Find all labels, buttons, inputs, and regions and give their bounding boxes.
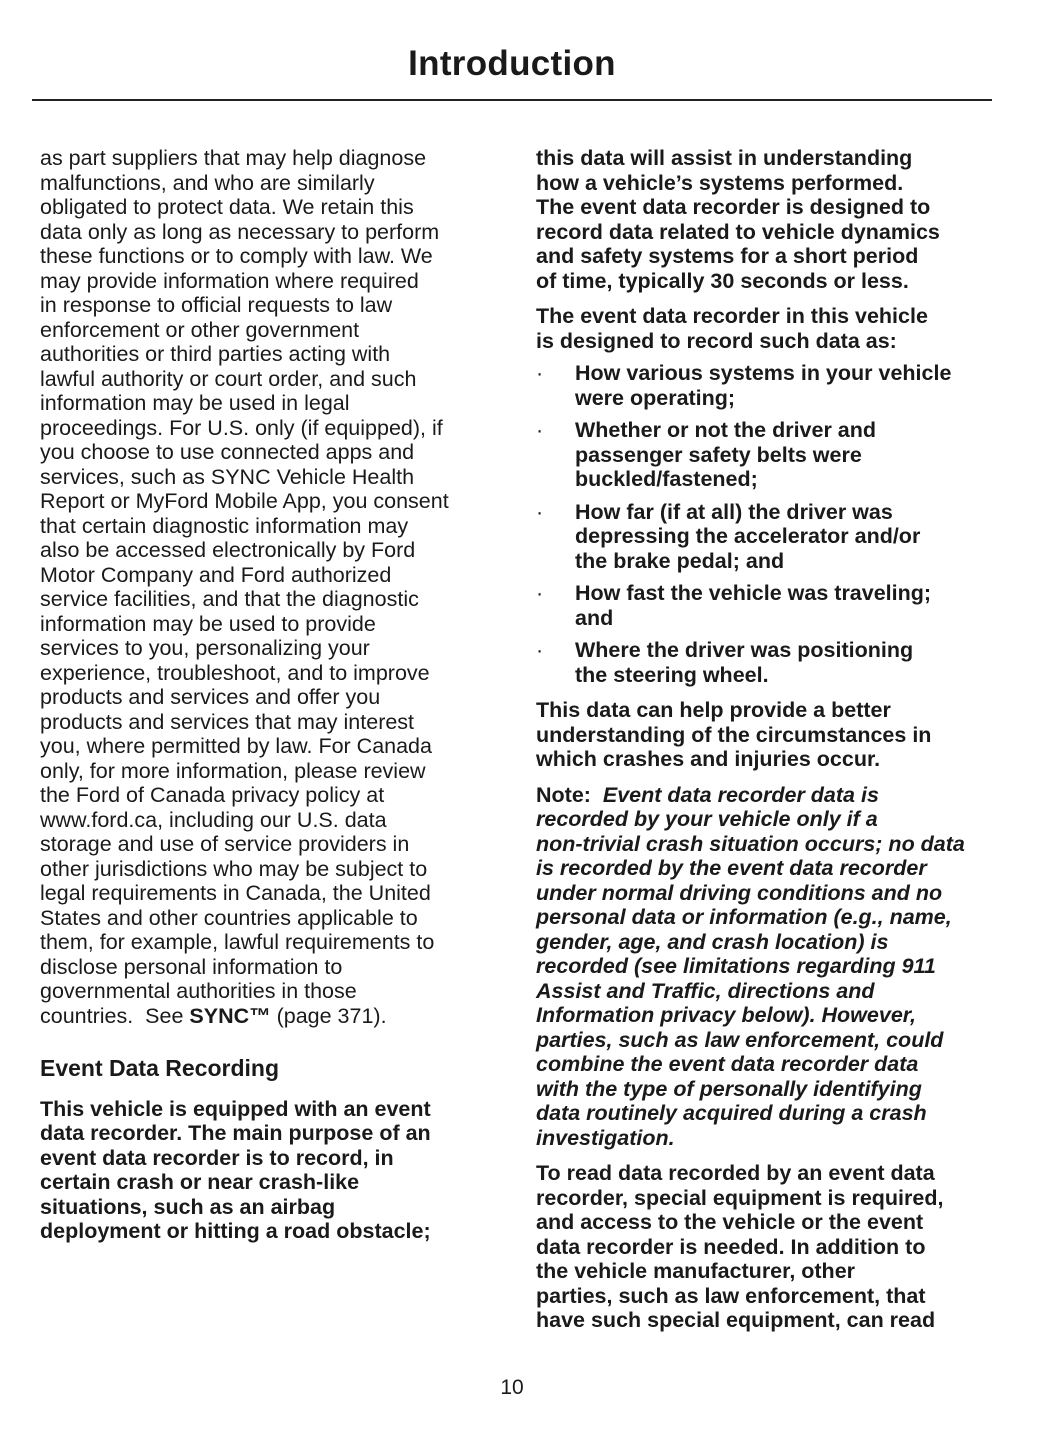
edr-data-intro: The event data recorder in this vehicle is designed to record such data as: [536, 304, 928, 353]
section-heading: Event Data Recording [40, 1055, 279, 1081]
list-item [536, 418, 996, 492]
bullet-icon: · [536, 638, 544, 662]
sync-link[interactable]: SYNC™ [189, 1003, 271, 1028]
left-column [40, 146, 500, 1244]
note-paragraph [536, 783, 996, 1151]
privacy-paragraph [40, 146, 500, 1028]
edr-intro-paragraph: This vehicle is equipped with an event data recorder. The main purpose of an event data recorder is to record, in certain crash or near crash-like situations, such as an airbag deployment or hitting a road obstacle; [40, 1096, 431, 1243]
list-item-text: Where the driver was positioning the steering wheel. [575, 638, 914, 687]
bullet-icon: · [536, 418, 544, 442]
edr-benefit-paragraph: This data can help provide a better understanding of the circumstances in which crashes and injuries occur. [536, 698, 932, 771]
bullet-icon: · [536, 361, 544, 385]
sync-page-ref: (page 371). [270, 1003, 387, 1028]
privacy-text: as part suppliers that may help diagnose malfunctions, and who are similarly obligated to protect data. We retain this data only as long as necessary to perform these functions or to comply with law. We may provide information where required in response to official requests to law enforcement or other government authorities or third parties acting with lawful authority or court order, and such information may be used in legal proceedings. For U.S. only (if equipped), if you choose to use connected apps and services, such as SYNC Vehicle Health Report or MyFord Mobile App, you consent that certain diagnostic information may also be accessed electronically by Ford Motor Company and Ford authorized service facilities, and that the diagnostic information may be used to provide services to you, personalizing your experience, troubleshoot, and to improve products and services and offer you products and services that may interest you, where permitted by law. For Canada only, for more information, please review the Ford of Canada privacy policy at www.ford.ca, including our U.S. data storage and use of service providers in other jurisdictions who may be subject to legal requirements in Canada, the United States and other countries applicable to them, for example, lawful requirements to disclose personal information to governmental authorities in those countries. See [40, 146, 449, 1028]
list-item-text: How far (if at all) the driver was depressing the accelerator and/or the brake pedal; and [575, 499, 921, 573]
list-item [536, 638, 996, 687]
bullet-icon: · [536, 581, 544, 605]
list-item-text: Whether or not the driver and passenger safety belts were buckled/fastened; [575, 418, 877, 491]
note-text: Event data recorder data is recorded by your vehicle only if a non-trivial crash situation occurs; no data is recorded by the event data recorder under normal driving conditions and no personal data or information (e.g., name, gender, age, and crash location) is recorded (see limitations regarding 911 Assist and Traffic, directions and Information privacy below). However, parties, such as law enforcement, could combine the event data recorder data with the type of personally identifying data routinely acquired during a crash investigation. [536, 782, 965, 1150]
bullet-icon: · [536, 499, 544, 524]
header-divider [32, 99, 992, 101]
note-label: Note: [536, 782, 591, 807]
edr-access-paragraph: To read data recorded by an event data recorder, special equipment is required, and access to the vehicle or the event data recorder is needed. In addition to the vehicle manufacturer, other parties, such as law enforcement, that have such special equipment, can read [536, 1161, 944, 1332]
page-title: Introduction [408, 44, 616, 83]
edr-purpose-paragraph: this data will assist in understanding how a vehicle’s systems performed. The event data recorder is designed to record data related to vehicle dynamics and safety systems for a short period of time, typically 30 seconds or less. [536, 146, 940, 293]
list-item [536, 581, 996, 630]
edr-data-list [536, 361, 996, 687]
page-number: 10 [500, 1376, 524, 1399]
list-item-text: How fast the vehicle was traveling; and [575, 581, 932, 630]
list-item-text: How various systems in your vehicle were operating; [575, 361, 952, 410]
right-column [536, 146, 996, 1333]
list-item [536, 361, 996, 410]
list-item [536, 500, 996, 574]
